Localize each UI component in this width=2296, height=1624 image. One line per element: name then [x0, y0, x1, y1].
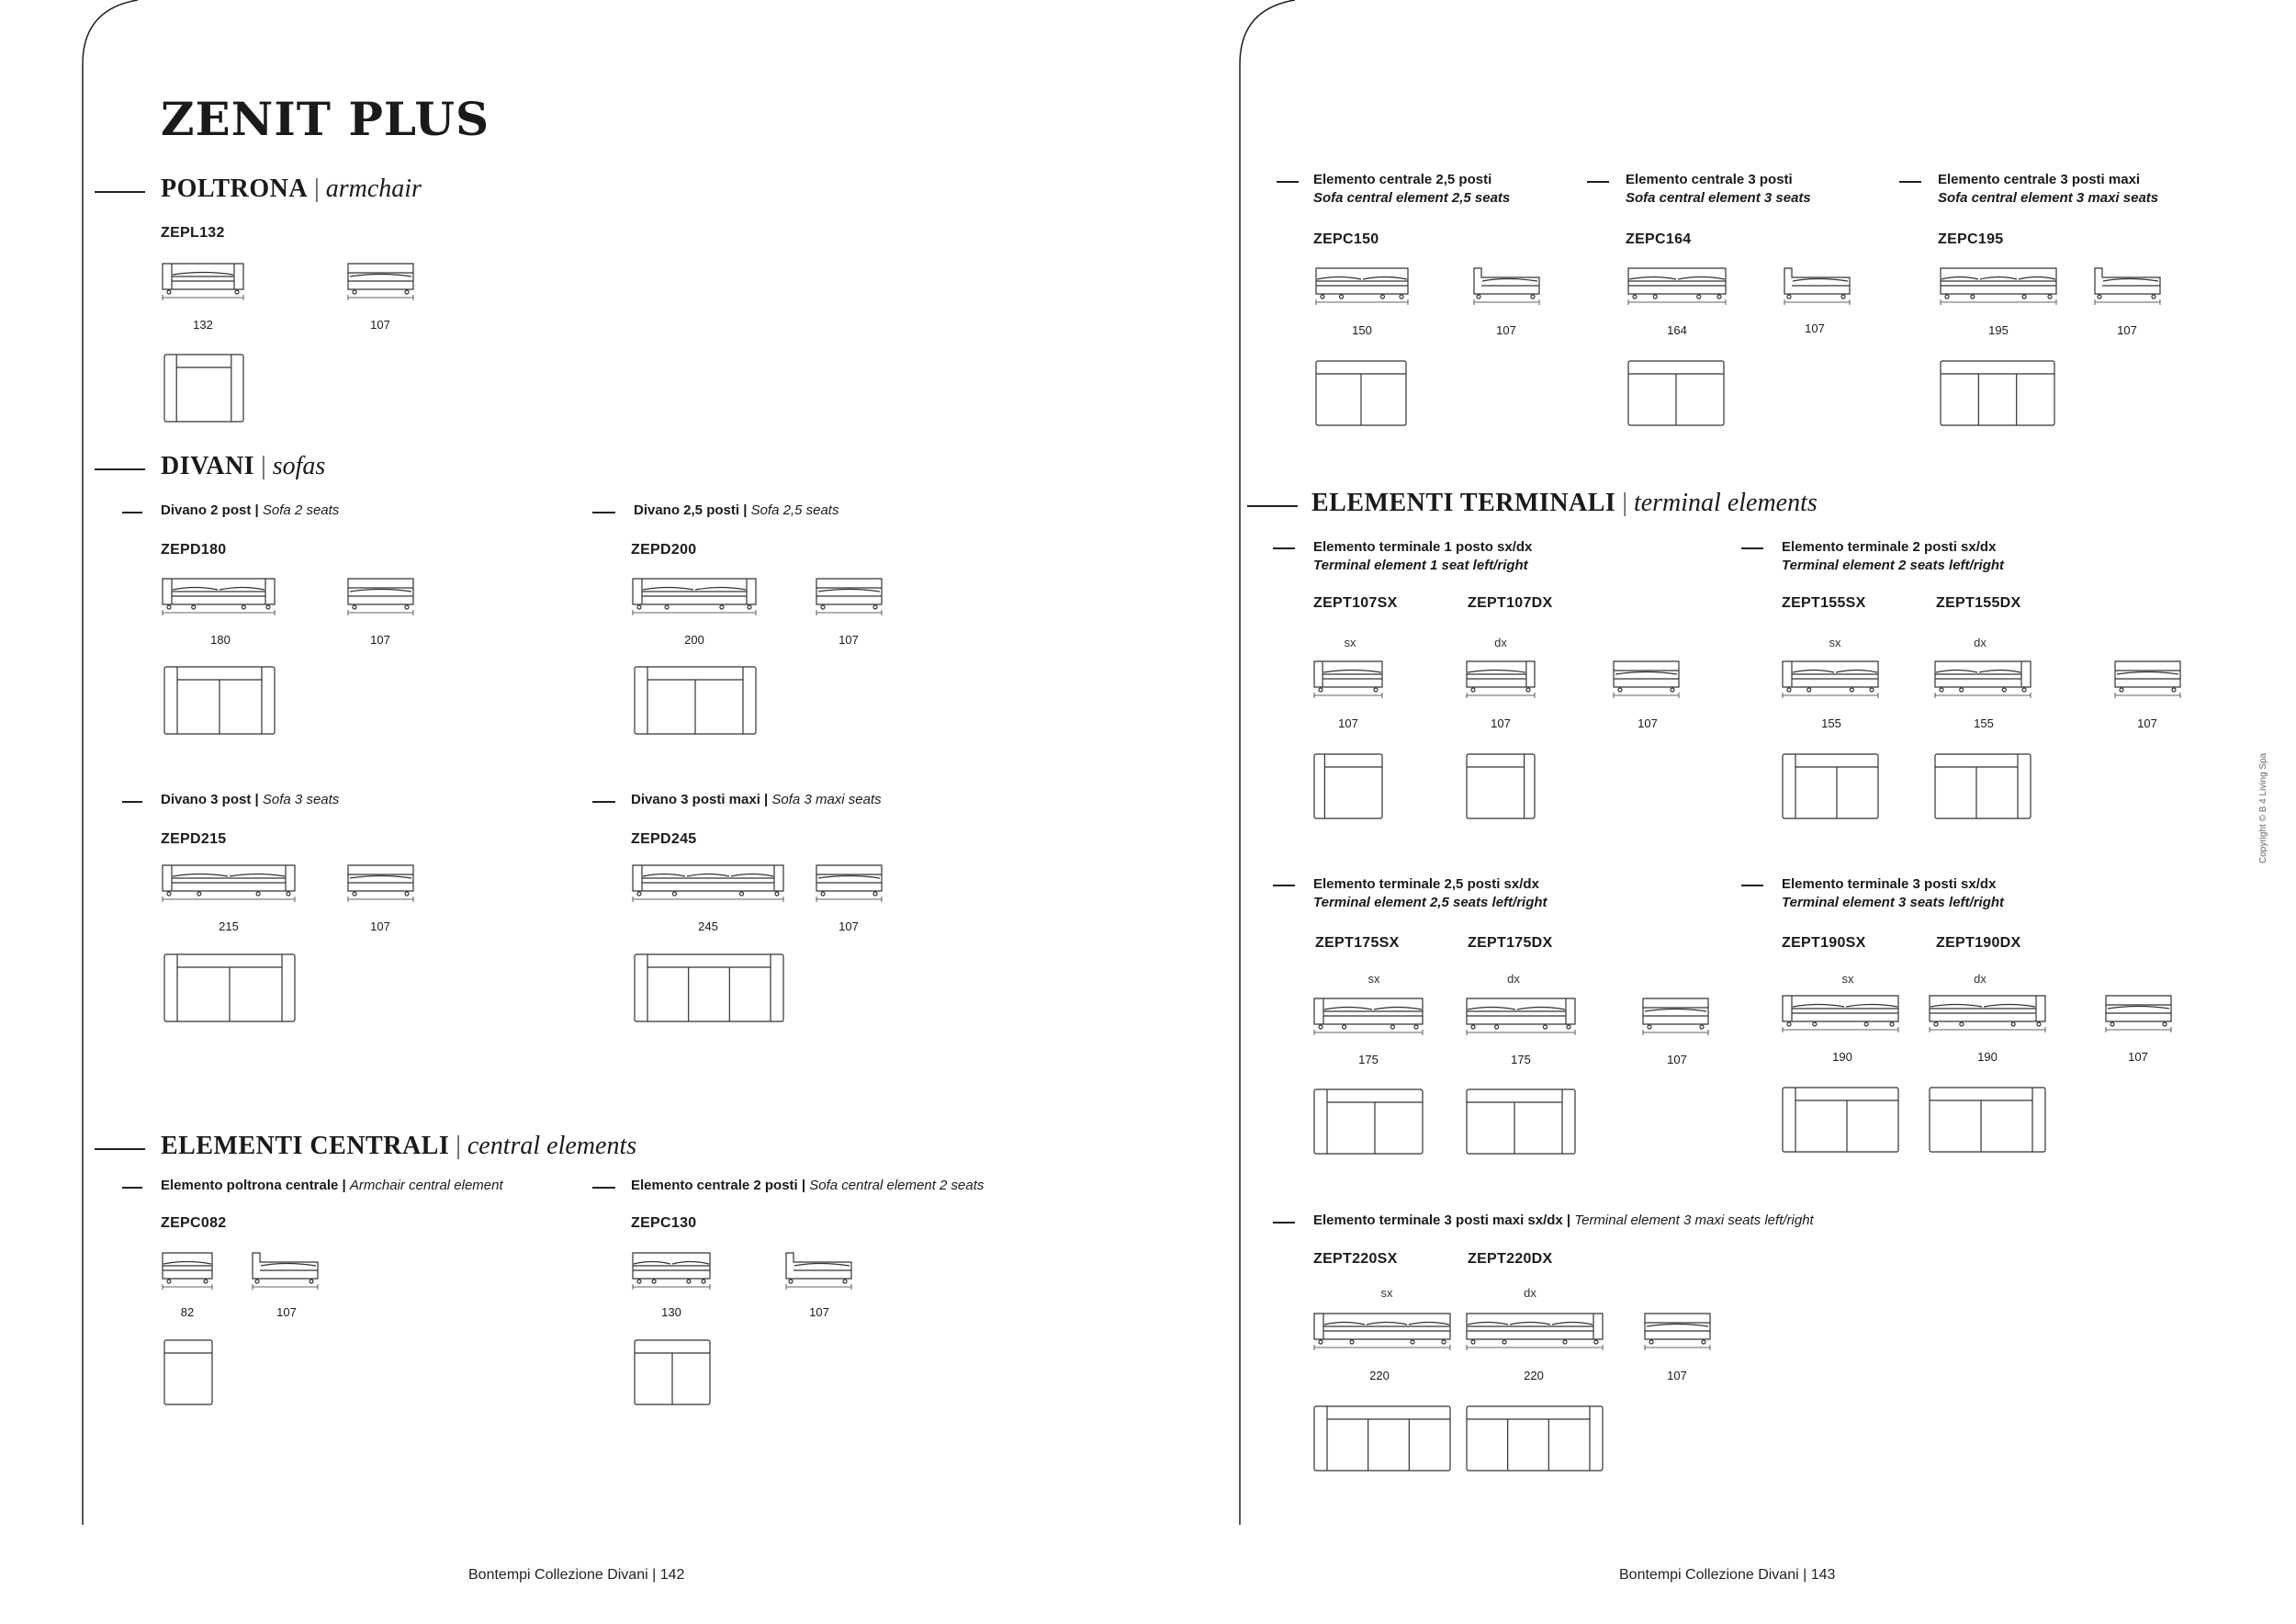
subsection-rule — [122, 801, 142, 803]
dimension-label: 107 — [1638, 716, 1658, 730]
product-code: ZEPT220DX — [1468, 1251, 1553, 1267]
product-code: ZEPT220SX — [1313, 1251, 1398, 1267]
dimension-label: 107 — [370, 633, 390, 647]
subsection-rule — [1273, 547, 1295, 549]
dimension-label: 107 — [1491, 716, 1511, 730]
dimension-label: 107 — [2137, 716, 2157, 730]
side-label: dx — [1524, 1286, 1536, 1300]
terminal-sx-top-icon — [1313, 753, 1383, 819]
subsection-rule — [1899, 181, 1921, 183]
terminal-2-5-heading: Elemento terminale 2,5 posti sx/dx Terminal element 2,5 seats left/right — [1313, 876, 1548, 910]
sofa-side-icon — [816, 577, 883, 618]
section-terminali-heading: ELEMENTI TERMINALI | terminal elements — [1311, 489, 1818, 517]
central-front-icon — [632, 1251, 711, 1292]
terminal-sx-top-icon — [1313, 1405, 1451, 1472]
central-top-icon — [163, 1339, 213, 1405]
side-label: dx — [1974, 636, 1986, 649]
central-side-icon — [1473, 266, 1540, 308]
armchair-central-heading: Elemento poltrona centrale | Armchair central element — [161, 1178, 503, 1193]
section-poltrona-heading: POLTRONA | armchair — [161, 175, 422, 203]
subsection-rule — [592, 801, 615, 803]
dimension-label: 107 — [276, 1305, 297, 1319]
terminal-side-icon — [1644, 1312, 1711, 1353]
sofa-3-heading: Divano 3 post | Sofa 3 seats — [161, 792, 340, 807]
product-code: ZEPC195 — [1938, 231, 2004, 247]
dimension-label: 155 — [1821, 716, 1841, 730]
armchair-top-icon — [163, 354, 244, 423]
dimension-label: 175 — [1511, 1053, 1531, 1066]
dimension-label: 200 — [684, 633, 704, 647]
central-top-icon — [1315, 360, 1407, 426]
central-front-icon — [1627, 266, 1727, 308]
section-centrali-heading: ELEMENTI CENTRALI | central elements — [161, 1132, 637, 1160]
side-label: dx — [1494, 636, 1507, 649]
product-code: ZEPD180 — [161, 542, 227, 558]
central-side-icon — [252, 1251, 319, 1292]
subsection-rule — [592, 1187, 615, 1189]
sofa-top-icon — [634, 953, 784, 1022]
central-top-icon — [1627, 360, 1725, 426]
section-rule — [1247, 505, 1298, 507]
side-label: sx — [1841, 972, 1854, 986]
sofa-front-icon — [632, 577, 757, 618]
central-3-maxi-heading: Elemento centrale 3 posti maxi Sofa central element 3 maxi seats — [1938, 172, 2159, 206]
product-code: ZEPC164 — [1626, 231, 1692, 247]
subsection-rule — [1741, 885, 1763, 886]
dimension-label: 130 — [661, 1305, 681, 1319]
terminal-dx-front-icon — [1466, 660, 1536, 701]
central-top-icon — [634, 1339, 711, 1405]
sofa-2-heading: Divano 2 post | Sofa 2 seats — [161, 502, 340, 518]
terminal-3-heading: Elemento terminale 3 posti sx/dx Terminal element 3 seats left/right — [1782, 876, 2005, 910]
terminal-dx-top-icon — [1466, 753, 1536, 819]
terminal-dx-front-icon — [1934, 660, 2032, 701]
section-rule — [95, 191, 145, 193]
copyright-notice: Copyright © B 4 Living Spa — [2258, 752, 2268, 863]
side-label: sx — [1344, 636, 1356, 649]
dimension-label: 107 — [1496, 323, 1516, 337]
dimension-label: 107 — [1667, 1053, 1687, 1066]
dimension-label: 190 — [1832, 1050, 1852, 1064]
dimension-label: 132 — [193, 318, 213, 332]
dimension-label: 82 — [180, 1305, 195, 1319]
dimension-label: 107 — [838, 633, 859, 647]
terminal-dx-top-icon — [1466, 1088, 1576, 1155]
sofa-front-icon — [162, 863, 296, 905]
page-footer: Bontempi Collezione Divani | 142 — [468, 1567, 685, 1583]
terminal-sx-top-icon — [1782, 1087, 1899, 1153]
side-label: dx — [1507, 972, 1520, 986]
product-code: ZEPT190DX — [1936, 935, 2021, 951]
product-code: ZEPD200 — [631, 542, 697, 558]
terminal-sx-top-icon — [1782, 753, 1879, 819]
page-footer: Bontempi Collezione Divani | 143 — [1619, 1567, 1836, 1583]
terminal-dx-front-icon — [1466, 1312, 1604, 1353]
sofa-top-icon — [163, 666, 276, 735]
dimension-label: 107 — [1338, 716, 1358, 730]
sofa-front-icon — [162, 577, 276, 618]
product-code: ZEPC082 — [161, 1215, 227, 1231]
subsection-rule — [592, 512, 615, 513]
terminal-dx-top-icon — [1466, 1405, 1604, 1472]
sofa-top-icon — [634, 666, 757, 735]
armchair-front-icon — [162, 262, 244, 303]
dimension-label: 220 — [1524, 1369, 1544, 1382]
product-code: ZEPD215 — [161, 831, 227, 847]
terminal-sx-top-icon — [1313, 1088, 1424, 1155]
dimension-label: 107 — [1805, 321, 1825, 335]
dimension-label: 107 — [370, 318, 390, 332]
dimension-label: 175 — [1358, 1053, 1379, 1066]
armchair-side-icon — [347, 262, 414, 303]
sofa-side-icon — [347, 863, 414, 905]
dimension-label: 107 — [370, 919, 390, 933]
terminal-sx-front-icon — [1313, 660, 1383, 701]
sofa-2-5-heading: Divano 2,5 posti | Sofa 2,5 seats — [634, 502, 839, 518]
dimension-label: 180 — [210, 633, 231, 647]
side-label: dx — [1974, 972, 1986, 986]
terminal-side-icon — [1642, 997, 1709, 1038]
dimension-label: 155 — [1974, 716, 1994, 730]
subsection-rule — [1741, 547, 1763, 549]
product-code: ZEPC130 — [631, 1215, 697, 1231]
product-code: ZEPL132 — [161, 225, 225, 241]
dimension-label: 215 — [219, 919, 239, 933]
subsection-rule — [122, 1187, 142, 1189]
product-code: ZEPT175DX — [1468, 935, 1553, 951]
central-side-icon — [1784, 266, 1851, 308]
sofa-top-icon — [163, 953, 296, 1022]
terminal-1-heading: Elemento terminale 1 posto sx/dx Terminal element 1 seat left/right — [1313, 539, 1533, 573]
terminal-sx-front-icon — [1313, 997, 1424, 1038]
sofa-3-maxi-heading: Divano 3 posti maxi | Sofa 3 maxi seats — [631, 792, 882, 807]
side-label: sx — [1380, 1286, 1393, 1300]
side-label: sx — [1367, 972, 1380, 986]
product-code: ZEPT175SX — [1315, 935, 1400, 951]
dimension-label: 195 — [1988, 323, 2009, 337]
dimension-label: 107 — [2117, 323, 2137, 337]
sofa-front-icon — [632, 863, 784, 905]
side-label: sx — [1829, 636, 1841, 649]
dimension-label: 245 — [698, 919, 718, 933]
terminal-sx-front-icon — [1782, 994, 1899, 1035]
page-title: ZENIT PLUS — [161, 92, 490, 146]
terminal-side-icon — [2105, 994, 2172, 1035]
central-top-icon — [1940, 360, 2055, 426]
subsection-rule — [1273, 1222, 1295, 1224]
sofa-side-icon — [816, 863, 883, 905]
subsection-rule — [1273, 885, 1295, 886]
central-front-icon — [1940, 266, 2057, 308]
product-code: ZEPT190SX — [1782, 935, 1866, 951]
dimension-label: 107 — [809, 1305, 829, 1319]
section-divani-heading: DIVANI | sofas — [161, 452, 326, 480]
product-code: ZEPT155SX — [1782, 595, 1866, 611]
central-front-icon — [162, 1251, 213, 1292]
terminal-dx-top-icon — [1934, 753, 2032, 819]
product-code: ZEPT107DX — [1468, 595, 1553, 611]
terminal-side-icon — [1613, 660, 1680, 701]
product-code: ZEPD245 — [631, 831, 697, 847]
dimension-label: 220 — [1369, 1369, 1390, 1382]
product-code: ZEPT155DX — [1936, 595, 2021, 611]
sofa-side-icon — [347, 577, 414, 618]
product-code: ZEPT107SX — [1313, 595, 1398, 611]
terminal-2-heading: Elemento terminale 2 posti sx/dx Terminal element 2 seats left/right — [1782, 539, 2005, 573]
subsection-rule — [122, 512, 142, 513]
dimension-label: 190 — [1977, 1050, 1998, 1064]
section-rule — [95, 468, 145, 470]
terminal-sx-front-icon — [1782, 660, 1879, 701]
terminal-sx-front-icon — [1313, 1312, 1451, 1353]
subsection-rule — [1587, 181, 1609, 183]
terminal-dx-front-icon — [1466, 997, 1576, 1038]
dimension-label: 107 — [2128, 1050, 2148, 1064]
terminal-side-icon — [2114, 660, 2181, 701]
central-side-icon — [785, 1251, 852, 1292]
terminal-3-maxi-heading: Elemento terminale 3 posti maxi sx/dx | Terminal element 3 maxi seats left/right — [1313, 1212, 1814, 1228]
subsection-rule — [1277, 181, 1299, 183]
product-code: ZEPC150 — [1313, 231, 1379, 247]
central-3-heading: Elemento centrale 3 posti Sofa central element 3 seats — [1626, 172, 1811, 206]
central-2-heading: Elemento centrale 2 posti | Sofa central element 2 seats — [631, 1178, 985, 1193]
dimension-label: 164 — [1667, 323, 1687, 337]
terminal-dx-front-icon — [1929, 994, 2046, 1035]
central-front-icon — [1315, 266, 1409, 308]
dimension-label: 107 — [838, 919, 859, 933]
section-rule — [95, 1148, 145, 1150]
terminal-dx-top-icon — [1929, 1087, 2046, 1153]
dimension-label: 150 — [1352, 323, 1372, 337]
dimension-label: 107 — [1667, 1369, 1687, 1382]
central-side-icon — [2094, 266, 2161, 308]
central-2-5-heading: Elemento centrale 2,5 posti Sofa central element 2,5 seats — [1313, 172, 1511, 206]
